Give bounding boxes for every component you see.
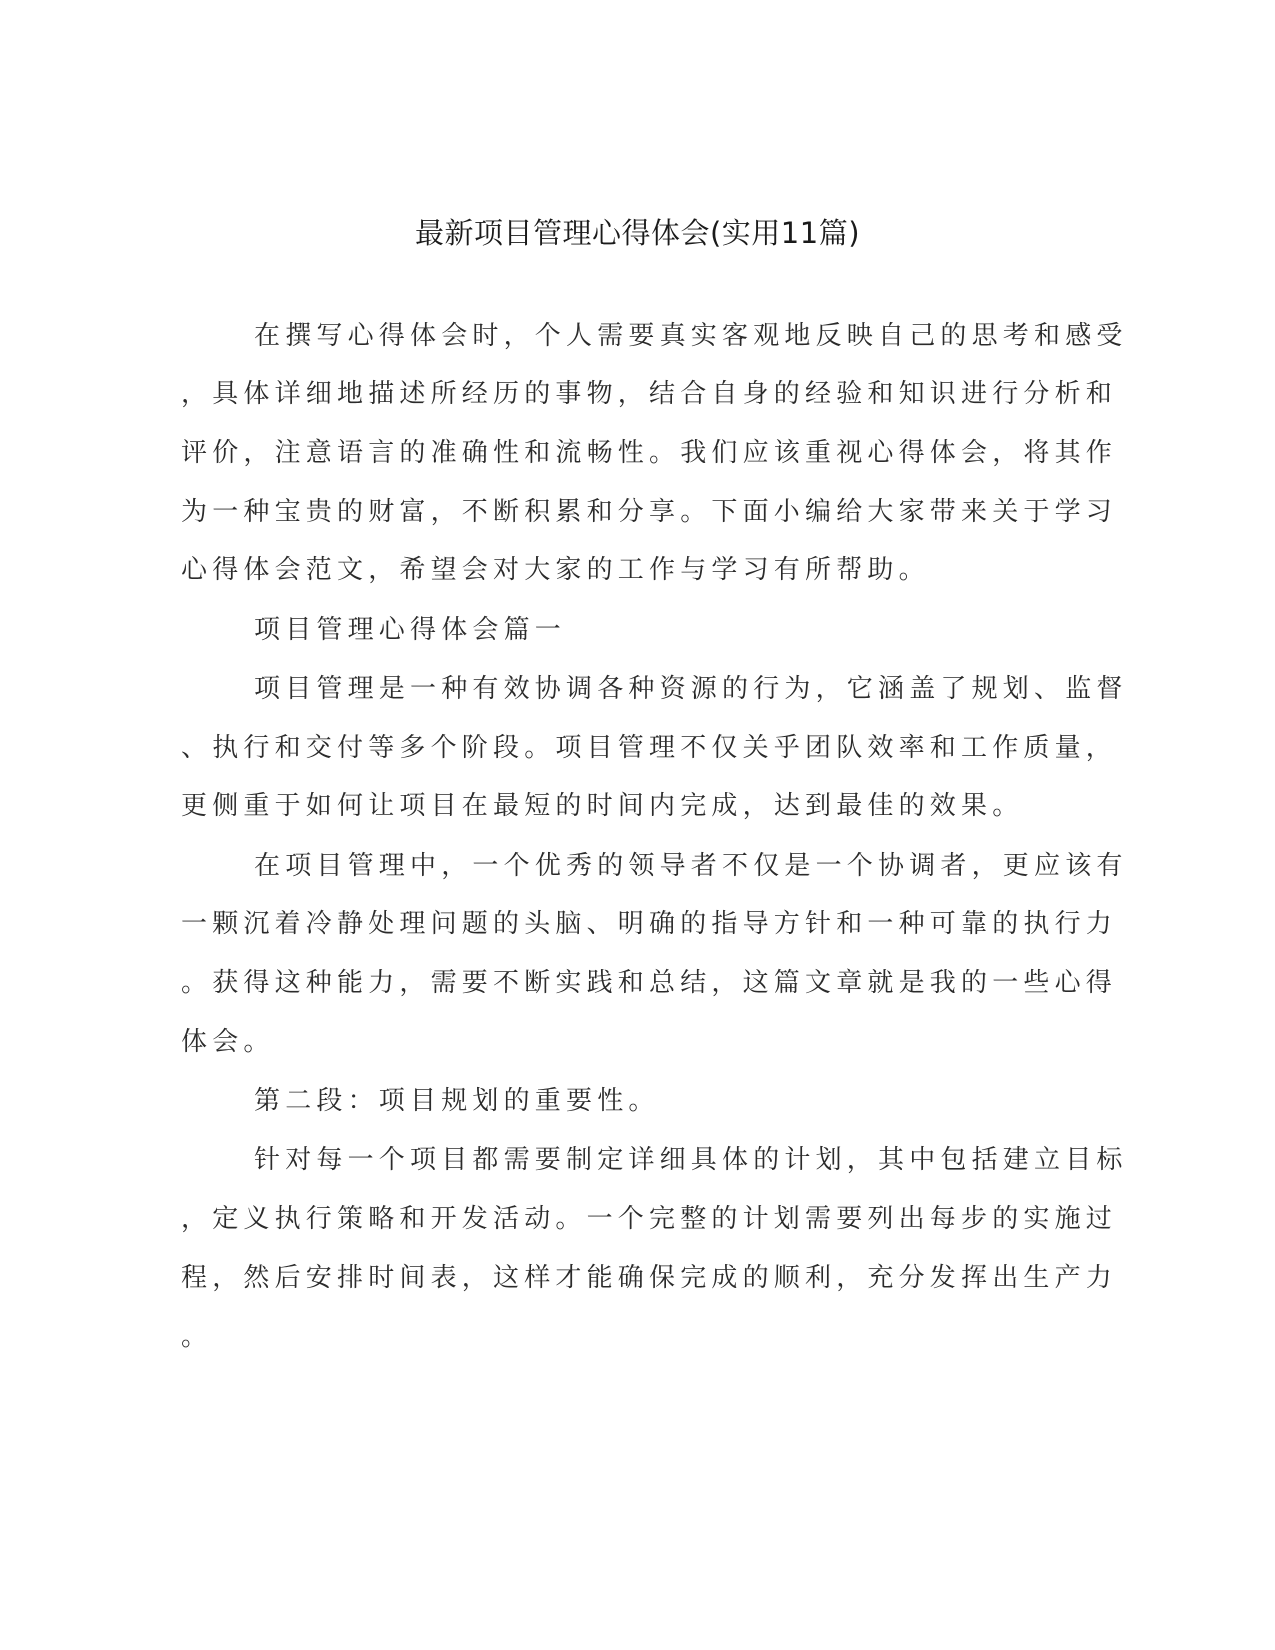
intro-line-3: 评价，注意语言的准确性和流畅性。我们应该重视心得体会，将其作 (181, 438, 1118, 468)
paragraph-2-line-3: 。获得这种能力，需要不断实践和总结，这篇文章就是我的一些心得 (181, 968, 1118, 998)
section-heading-1: 项目管理心得体会篇一 (254, 615, 567, 645)
intro-line-4: 为一种宝贵的财富，不断积累和分享。下面小编给大家带来关于学习 (181, 497, 1118, 527)
paragraph-3-line-2: ，定义执行策略和开发活动。一个完整的计划需要列出每步的实施过 (181, 1204, 1118, 1234)
paragraph-1-line-3: 更侧重于如何让项目在最短的时间内完成，达到最佳的效果。 (181, 791, 1024, 821)
paragraph-3-line-1: 针对每一个项目都需要制定详细具体的计划，其中包括建立目标 (254, 1145, 1128, 1175)
intro-line-2: ，具体详细地描述所经历的事物，结合自身的经验和知识进行分析和 (181, 379, 1118, 409)
paragraph-3-line-4: 。 (181, 1322, 213, 1352)
section-heading-2: 第二段：项目规划的重要性。 (254, 1086, 660, 1116)
intro-line-5: 心得体会范文，希望会对大家的工作与学习有所帮助。 (181, 555, 930, 585)
paragraph-2-line-2: 一颗沉着冷静处理问题的头脑、明确的指导方针和一种可靠的执行力 (181, 909, 1118, 939)
paragraph-1-line-1: 项目管理是一种有效协调各种资源的行为，它涵盖了规划、监督 (254, 674, 1128, 704)
paragraph-2-line-1: 在项目管理中，一个优秀的领导者不仅是一个协调者，更应该有 (254, 851, 1128, 881)
document-title: 最新项目管理心得体会(实用11篇) (414, 216, 861, 250)
intro-line-1: 在撰写心得体会时，个人需要真实客观地反映自己的思考和感受 (254, 321, 1128, 351)
paragraph-3-line-3: 程，然后安排时间表，这样才能确保完成的顺利，充分发挥出生产力 (181, 1263, 1118, 1293)
paragraph-2-line-4: 体会。 (181, 1027, 275, 1057)
paragraph-1-line-2: 、执行和交付等多个阶段。项目管理不仅关乎团队效率和工作质量， (181, 733, 1118, 763)
